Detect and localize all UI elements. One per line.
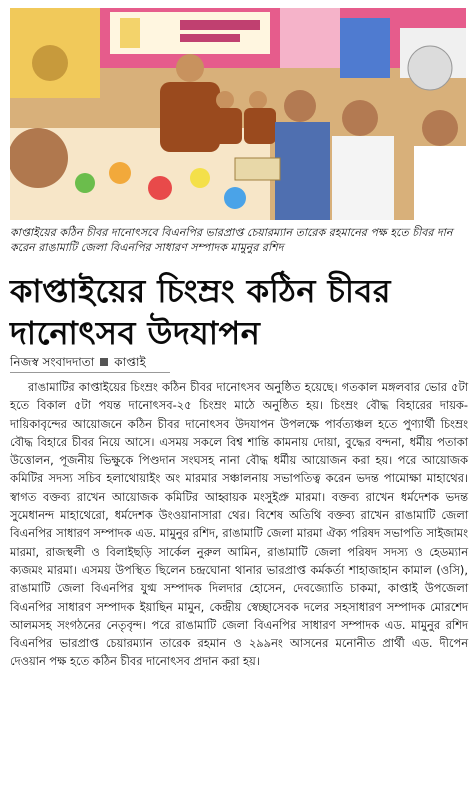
separator-square-icon xyxy=(100,358,108,366)
news-photo xyxy=(10,8,466,220)
reporter-label: নিজস্ব সংবাদদাতা xyxy=(10,355,95,369)
article-body: রাঙামাটির কাপ্তাইয়ের চিংম্রং কঠিন চীবর দানোৎসব অনুষ্ঠিত হয়েছে। গতকাল মঙ্গলবার ভোর ৫টা হতে বিকাল ৫টা পযন্ত দানোৎসব-২৫ চিংম্রং মাঠে অনুষ্ঠিত হয়। চিংম্রং বৌদ্ধ বিহারের দায়ক-দায়িকাবৃন্দের আয়োজনে কঠিন চীবর দানোৎসব উদযাপন উপলক্ষে পার্বত্যঞ্চল হতে পুণ্যার্থী চিংম্রং বৌদ্ধ বিহারে চীবর নিয়ে আসে। এসময় সকলে বিশ্ব শান্তি কামনায় দোয়া, বুদ্ধের বন্দনা, ধর্মীয় পতাকা উত্তোলন, পূজনীয় ভিক্ষুকে পিণ্ডদান সংঘসহ নানা বৌদ্ধ ধর্মীয় আয়োজন করা হয়। পরে আয়োজক কমিটির সদস্য সচিব হলাথোয়াইং অং মারমার সঞ্চালনায় সভাপতিত্ব করেন ভদন্ত পামোক্ষা মাহাথের। স্বাগত বক্তব্য রাখেন আয়োজক কমিটির আহ্বায়ক মংসুইপ্রু মারমা। বক্তব্য রাখেন ধর্মদেশক ভদন্ত সুমেধানন্দ মাহাথেরো, ধর্মদেশক উংওয়ানাসারা থের। বিশেষ অতিথি বক্তব্য রাখেন রাঙামাটি জেলা বিএনপির সাধারণ সম্পাদক এড. মামুনুর রশিদ, রাঙামাটি জেলা মারমা ঐক্য পরিষদ সভাপতি সাইজামং মারমা, রাজস্থলী ও বিলাইছড়ি সার্কেল নুরুল আমিন, রাঙামাটি জেলা পরিষদ সদস্য ও হেডম্যান ক্যজমং মারমা। এসময় উপস্থিত ছিলেন চন্দ্রঘোনা থানার ভারপ্রাপ্ত কর্মকর্তা শাহাজাহান কামাল (ওসি), রাঙামাটি জেলা বিএনপির যুগ্ম সম্পাদক দিলদার হোসেন, দেবজ্যোতি চাকমা, কাপ্তাই উপজেলা বিএনপির সাধারণ সম্পাদক ইয়াছিন মামুন, কেন্দ্রীয় স্বেচ্ছাসেবক দলের সহসাধারণ সম্পাদক মোরশেদ আলমসহ সংগঠনের নেতৃবৃন্দ। পরে রাঙামাটি জেলা বিএনপির সাধারণ সম্পাদক এড. মামুনুর রশিদ বিএনপির ভারপ্রাপ্ত চেয়ারম্যান তারেক রহমান ও ২৯৯নং আসনের মনোনীত প্রার্থী এড. দীপেন দেওয়ান পক্ষ হতে কঠিন চীবর দানোৎসব প্রদান করা হয়। xyxy=(10,380,468,669)
event-photo-illustration xyxy=(10,8,466,220)
byline-divider xyxy=(10,372,170,373)
byline xyxy=(10,354,466,370)
photo-caption: কাপ্তাইয়ের কঠিন চীবর দানোৎসবে বিএনপির ভারপ্রাপ্ত চেয়ারম্যান তারেক রহমানের পক্ষ হতে চীবর দান করেন রাঙামাটি জেলা বিএনপির সাধারণ সম্পাদক মামুনুর রশিদ xyxy=(10,226,453,254)
location-label: কাপ্তাই xyxy=(114,355,146,369)
article-headline: কাপ্তাইয়ের চিংম্রং কঠিন চীবর দানোৎসব উদযাপন xyxy=(10,272,391,352)
